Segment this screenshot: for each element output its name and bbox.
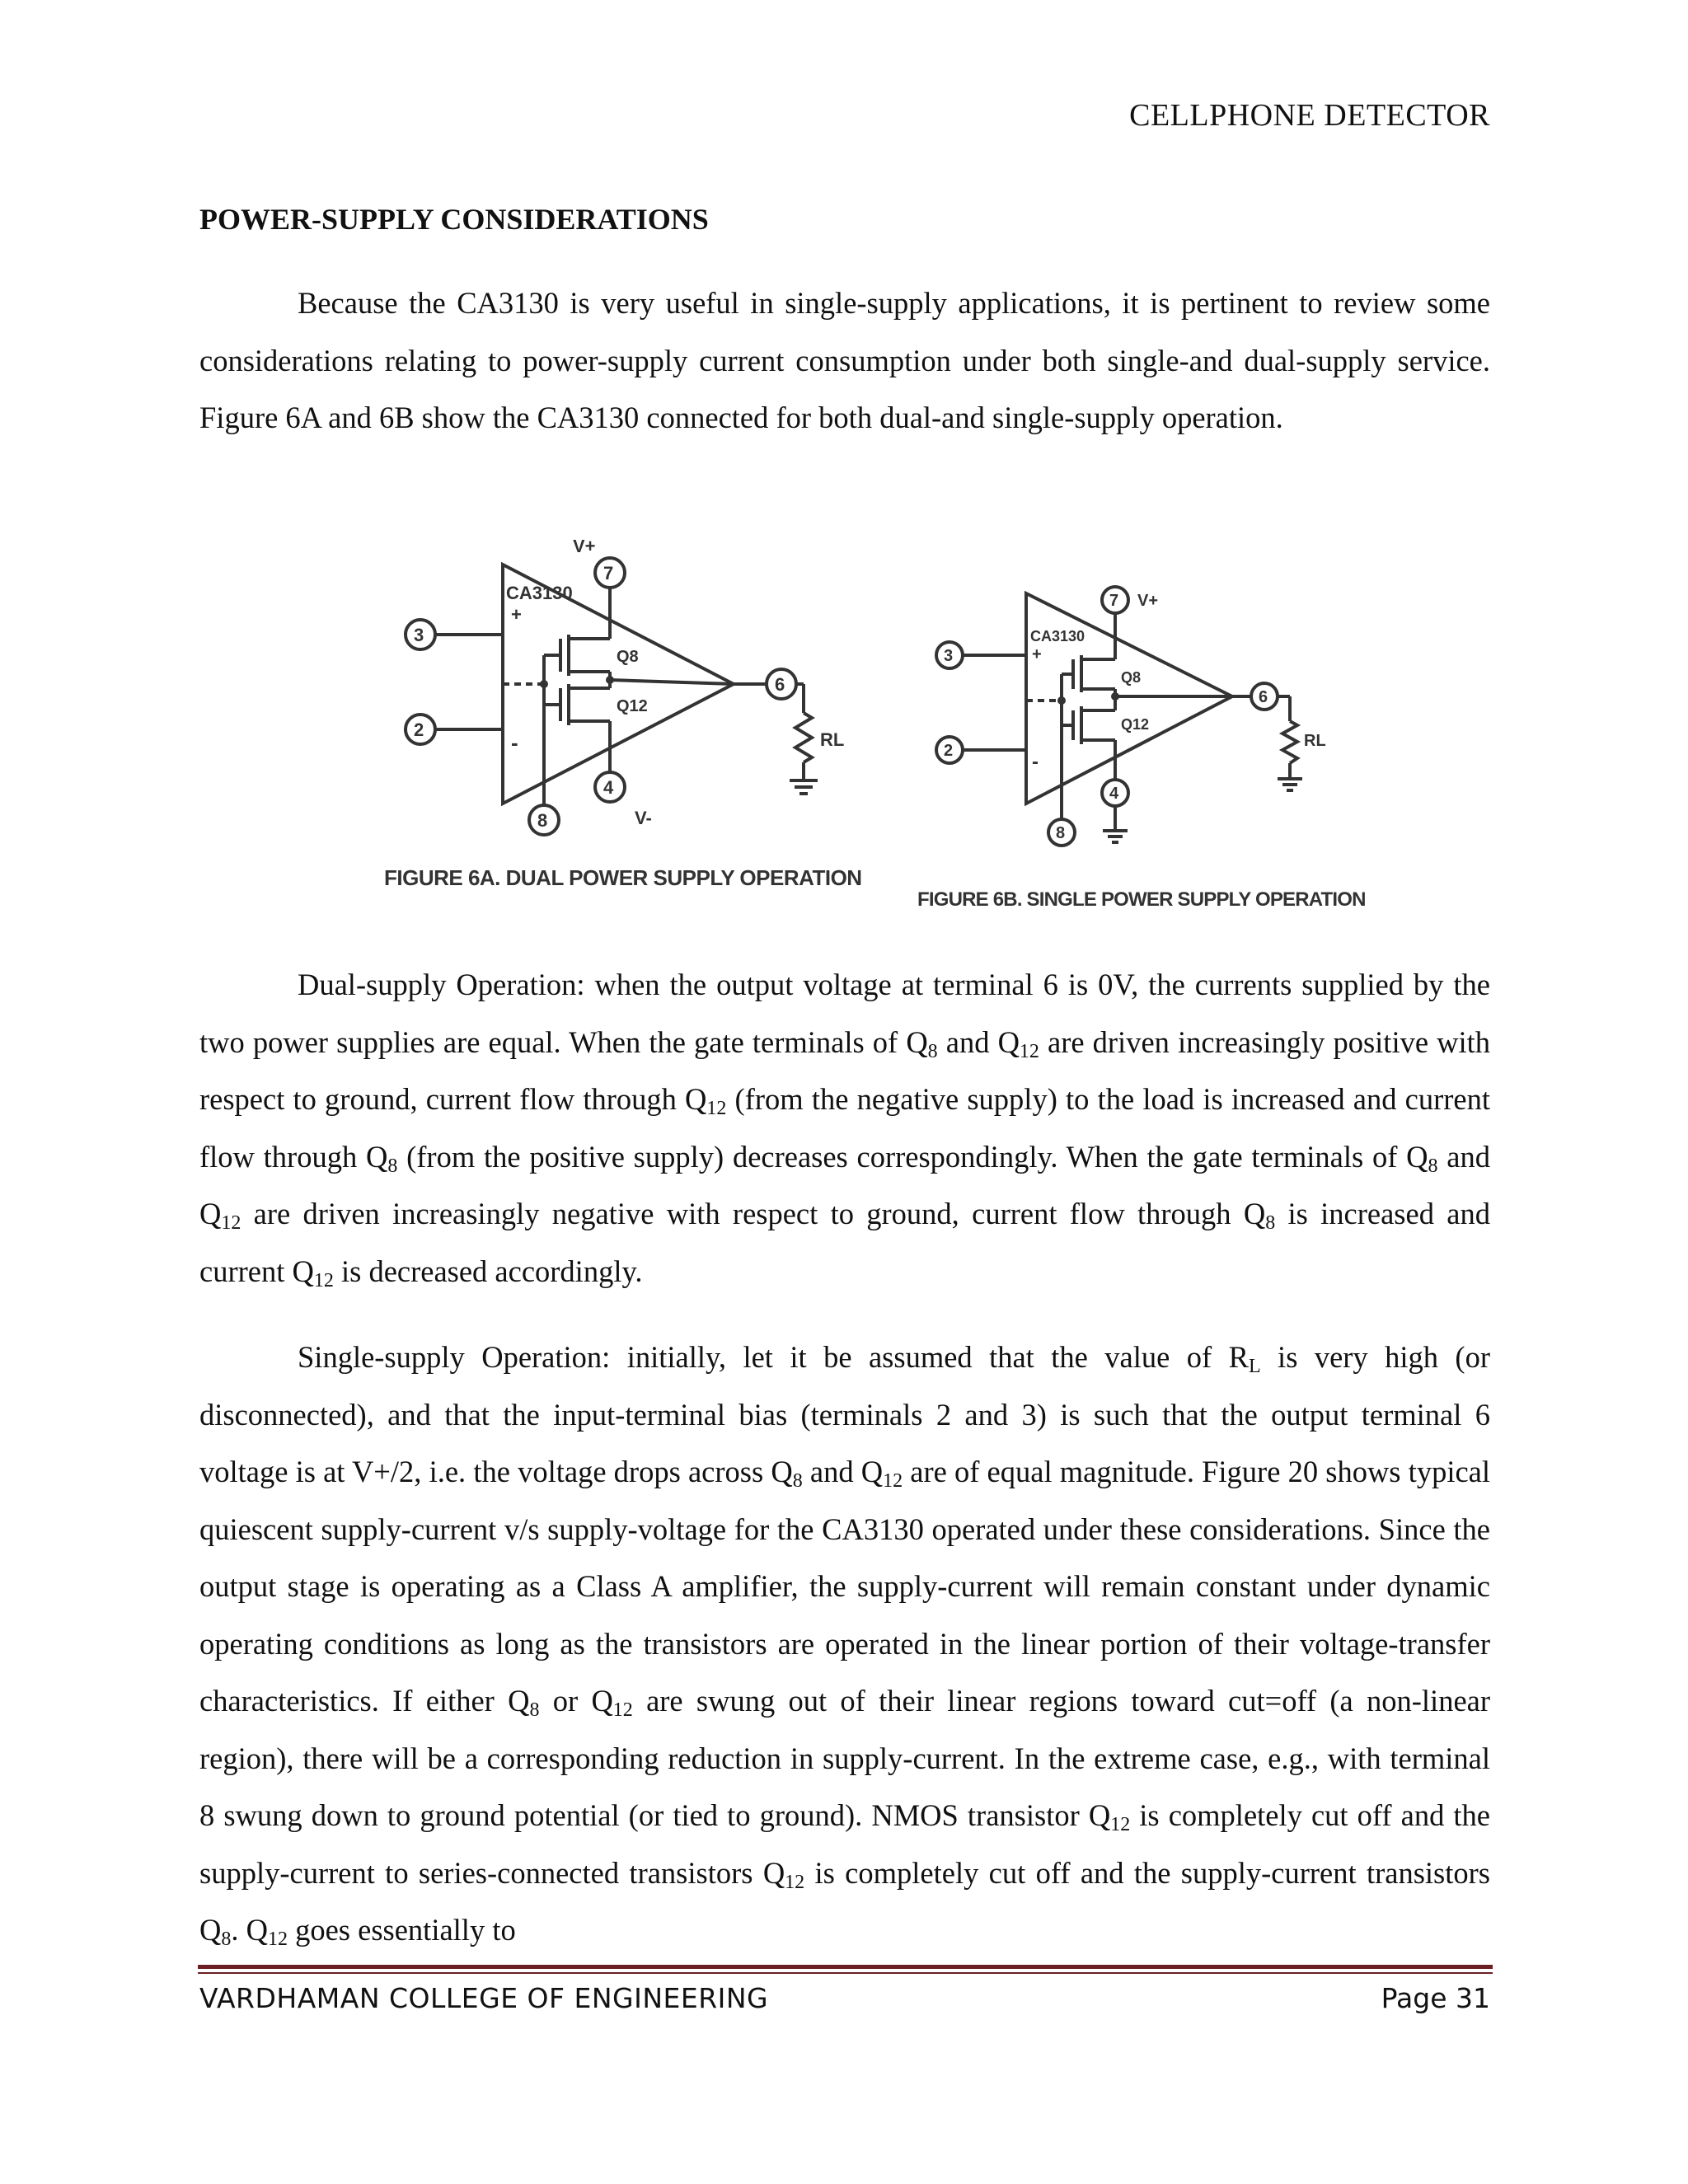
pin-7: 7	[603, 563, 614, 583]
label-chip: CA3130	[1030, 628, 1085, 644]
pin-4: 4	[1109, 785, 1119, 803]
pin-2: 2	[414, 719, 424, 740]
label-minus: -	[1032, 751, 1039, 773]
pin-6: 6	[1259, 688, 1268, 706]
footer-college: VARDHAMAN COLLEGE OF ENGINEERING	[199, 1982, 769, 2014]
figure-6a-circuit	[387, 540, 882, 902]
figure-6b-circuit	[915, 577, 1360, 923]
pin-8: 8	[1056, 824, 1066, 842]
pin-3: 3	[944, 647, 954, 665]
pin-2: 2	[944, 742, 954, 760]
pin-7: 7	[1109, 592, 1119, 610]
label-rl: RL	[1304, 732, 1326, 750]
running-header: CELLPHONE DETECTOR	[1129, 98, 1490, 133]
figure-6b-caption: FIGURE 6B. SINGLE POWER SUPPLY OPERATION	[917, 888, 1366, 911]
label-rl: RL	[820, 729, 845, 750]
label-q12: Q12	[617, 697, 648, 715]
figure-6a-caption: FIGURE 6A. DUAL POWER SUPPLY OPERATION	[384, 865, 862, 890]
footer-page-number: Page 31	[1381, 1982, 1490, 2014]
label-q8: Q8	[1121, 669, 1142, 686]
pin-6: 6	[775, 674, 785, 695]
pin-8: 8	[537, 810, 548, 831]
label-plus: +	[1032, 645, 1042, 663]
label-plus: +	[511, 604, 522, 625]
label-vplus: V+	[573, 540, 596, 556]
dual-supply-paragraph: Dual-supply Operation: when the output voltage at terminal 6 is 0V, the currents supplied by the two power supplies are equal. When the gate terminals of $Q_8$ and $Q_{12}$ are driven increasingly positive with respect to ground, current flow through $Q_{12}$ (from the negative supply) to the load is increased and current flow through $Q_8$ (from the positive supply) decreases correspondingly. When the gate terminals of $Q_8$ and $Q_{12}$ are driven increasingly negative with respect to ground, current flow through $Q_8$ is increased and current $Q_{12}$ is decreased accordingly.	[199, 968, 1491, 1291]
label-vplus: V+	[1137, 592, 1159, 610]
label-q8: Q8	[617, 648, 639, 666]
label-vminus: V-	[635, 808, 652, 828]
label-chip: CA3130	[506, 583, 573, 603]
single-supply-paragraph: Single-supply Operation: initially, let it be assumed that the value of $R_L$ is very high (or disconnected), and that the input-terminal bias (terminals 2 and 3) is such that the output terminal 6 voltage is at V+/2, i.e. the voltage drops across $Q_8$ and $Q_{12}$ are of equal magnitude. Figure 20 shows typical quiescent supply-current v/s supply-voltage for the CA3130 operated under these considerations. Since the output stage is operating as a Class A amplifier, the supply-current will remain constant under dynamic operating conditions as long as the transistors are operated in the linear portion of their voltage-transfer characteristics. If either $Q_8$ or $Q_{12}$ are swung out of their linear regions toward cut=off (a non-linear region), there will be a corresponding reduction in supply-current. In the extreme case, e.g., with terminal 8 swung down to ground potential (or tied to ground). NMOS transistor $Q_{12}$ is completely cut off and the supply-current to series-connected transistors $Q_{12}$ is completely cut off and the supply-current transistors $Q_8$. $Q_{12}$ goes essentially to	[199, 1340, 1490, 1950]
footer-rule	[198, 1965, 1493, 1969]
intro-paragraph: Because the CA3130 is very useful in single-supply applications, it is pertinent to review some considerations relating to power-supply current consumption under both single-and dual-supply service. Figure 6A and 6B show the CA3130 connected for both dual-and single-supply operation.	[199, 286, 1490, 434]
pin-4: 4	[603, 777, 614, 798]
label-minus: -	[511, 730, 518, 755]
pin-3: 3	[414, 625, 424, 645]
label-q12: Q12	[1121, 716, 1150, 733]
section-heading: POWER-SUPPLY CONSIDERATIONS	[199, 203, 709, 236]
footer-rule-thin	[198, 1972, 1493, 1974]
